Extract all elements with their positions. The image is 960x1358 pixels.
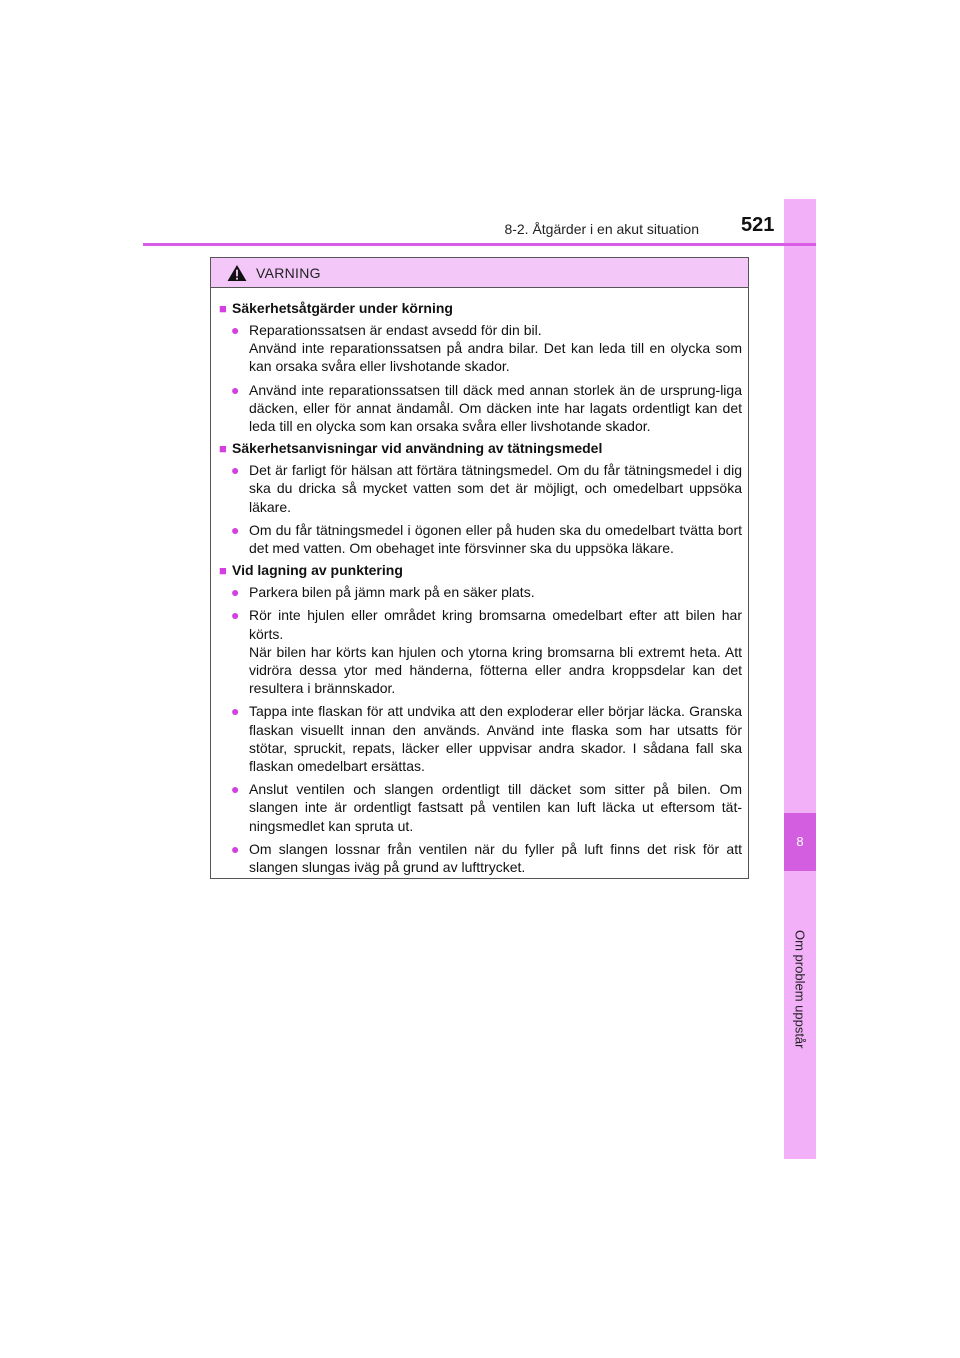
- warning-item-text: Använd inte reparationssatsen till däck med annan storlek än de ursprung-liga däcken, eller för annat ändamål. Om däcken inte har lagats ordentligt kan det leda till en olycka som kan orsaka svåra eller livshotande skador.: [249, 381, 742, 435]
- circle-bullet-icon: ●: [231, 521, 240, 538]
- warning-item-text: Om slangen lossnar från ventilen när du fyller på luft finns det risk för att slangen slungas iväg på grund av lufttrycket.: [249, 840, 742, 876]
- warning-item: [219, 840, 742, 876]
- warning-section: [219, 562, 742, 876]
- warning-item-text: Tappa inte flaskan för att undvika att den exploderar eller börjar läcka. Granska flaskan visuellt innan den används. Använd inte flaska som har utsatts för stötar, spruckit, repats, läcker eller uppvisar andra skador. I sådana fall ska flaskan omedelbart ersättas.: [249, 703, 742, 775]
- warning-item: [219, 606, 742, 697]
- chapter-number: 8: [796, 834, 804, 849]
- page-number: 521: [741, 214, 775, 236]
- warning-item: [219, 583, 742, 601]
- circle-bullet-icon: ●: [231, 584, 240, 601]
- warning-section: [219, 440, 742, 557]
- warning-item: [219, 461, 742, 516]
- warning-item-text: Parkera bilen på jämn mark på en säker plats.: [249, 584, 535, 601]
- warning-item: [219, 521, 742, 557]
- warning-item: [219, 381, 742, 436]
- warning-section-title: [219, 300, 742, 317]
- circle-bullet-icon: ●: [231, 607, 240, 624]
- warning-item-text: Reparationssatsen är endast avsedd för din bil. Använd inte reparationssatsen på andra bilar. Det kan leda till en olycka som kan orsaka svåra eller livshotande skador.: [249, 322, 742, 375]
- warning-item: [219, 780, 742, 835]
- warning-item-text: Om du får tätningsmedel i ögonen eller på huden ska du omedelbart tvätta bort det med vatten. Om obehaget inte försvinner ska du uppsöka läkare.: [249, 521, 742, 557]
- circle-bullet-icon: ●: [231, 322, 240, 338]
- circle-bullet-icon: ●: [231, 840, 240, 857]
- header-rule: [143, 243, 816, 246]
- warning-section-title-text: Säkerhetsanvisningar vid användning av tätningsmedel: [232, 440, 603, 457]
- warning-section: [219, 300, 742, 435]
- circle-bullet-icon: ●: [231, 381, 240, 398]
- circle-bullet-icon: ●: [231, 462, 240, 479]
- warning-item-text: Rör inte hjulen eller området kring bromsarna omedelbart efter att bilen har körts. När bilen har körts kan hjulen och ytorna kring bromsarna bli extremt heta. Att vidröra dessa ytor med händerna, fötterna eller andra kroppsdelar kan det resultera i brännskador.: [249, 607, 742, 697]
- circle-bullet-icon: ●: [231, 781, 240, 798]
- warning-item: [219, 321, 742, 376]
- warning-section-title-text: Säkerhetsåtgärder under körning: [232, 300, 453, 316]
- square-bullet-icon: ■: [219, 441, 227, 457]
- circle-bullet-icon: ●: [231, 703, 240, 720]
- square-bullet-icon: ■: [219, 301, 227, 316]
- warning-body: [211, 288, 748, 876]
- warning-triangle-icon: [226, 264, 248, 282]
- chapter-label: Om problem uppstår: [792, 930, 808, 1049]
- square-bullet-icon: ■: [219, 563, 227, 579]
- warning-item: [219, 702, 742, 775]
- warning-label: VARNING: [256, 264, 321, 281]
- section-title: 8-2. Åtgärder i en akut situation: [504, 221, 699, 237]
- warning-header: [211, 258, 748, 288]
- warning-item-text: Anslut ventilen och slangen ordentligt till däcket som sitter på bilen. Om slangen inte är ordentligt fastsatt på ventilen kan luft läcka ut eftersom tät-ningsmedlet kan spruta ut.: [249, 781, 742, 834]
- warning-section-title: [219, 562, 742, 579]
- warning-item-text: Det är farligt för hälsan att förtära tätningsmedel. Om du får tätningsmedel i dig ska du dricka så mycket vatten som det är möjligt, och omedelbart uppsöka läkare.: [249, 462, 742, 515]
- warning-section-title-text: Vid lagning av punktering: [232, 562, 403, 579]
- warning-box: [210, 257, 749, 879]
- warning-section-title: [219, 440, 742, 457]
